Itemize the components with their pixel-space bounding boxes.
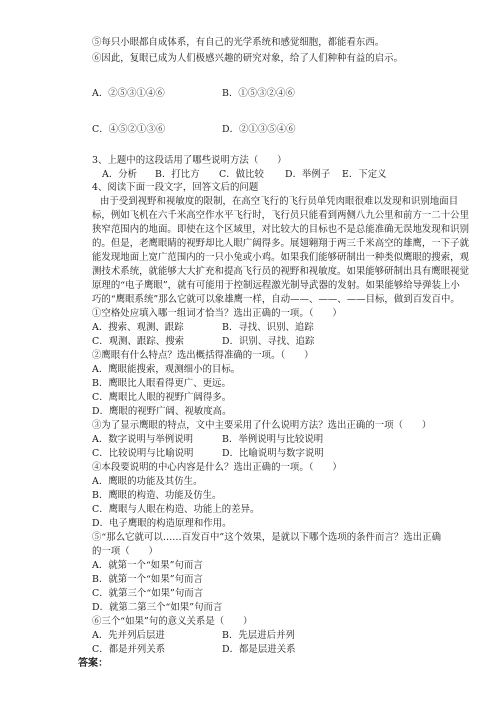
sub6-option-c: C．都是并列关系 xyxy=(92,644,166,655)
passage-line-2: 标，例如飞机在六千米高空作水平飞行时，飞行员只能看到两侧八九公里和前方一二十公里 xyxy=(92,210,470,221)
sub3-stem: ③为了显示鹰眼的特点，文中主要采用了什么说明方法？选出正确的一项（ ） xyxy=(92,420,432,431)
q3-stem: 3、上题中的这段话用了哪些说明方法（ ） xyxy=(92,155,287,166)
order-option-a: A．②⑤③①④⑥ xyxy=(92,88,165,99)
passage-line-3: 狭窄范围内的地面。即使在这个区域里，对比较大的目标也不是总能准确无误地发现和识别 xyxy=(92,224,470,235)
order-option-b: B．①⑤③②④⑥ xyxy=(222,88,295,99)
q3-option-d: D．举例子 xyxy=(285,169,331,180)
sub6-option-b: B．先层进后并列 xyxy=(222,630,295,641)
sub6-stem: ⑥三个“如果”句的意义关系是（ ） xyxy=(92,616,253,627)
sub4-stem: ④本段要说明的中心内容是什么？选出正确的一项。（ ） xyxy=(92,462,342,473)
sub4-option-d: D．电子鹰眼的构造原理和作用。 xyxy=(92,518,232,529)
intro-line-5: ⑤每只小眼都自成体系，有自己的光学系统和感觉细胞，都能看东西。 xyxy=(92,37,385,48)
sub4-option-b: B．鹰眼的构造、功能及仿生。 xyxy=(92,490,222,501)
sub2-option-c: C．鹰眼比人眼的视野广阔得多。 xyxy=(92,392,232,403)
sub2-option-a: A．鹰眼能搜索，观测细小的目标。 xyxy=(92,364,241,375)
passage-line-1: 由于受到视野和视敏度的限制，在高空飞行的飞行员单凭肉眼很难以发现和识别地面目 xyxy=(100,196,459,207)
sub1-option-d: D．识别、寻找、追踪 xyxy=(222,336,315,347)
sub1-option-b: B．寻找、识别、追踪 xyxy=(222,322,314,333)
sub1-stem: ①空格处应填入哪一组词才恰当？选出正确的一项。（ ） xyxy=(92,308,342,319)
sub2-option-b: B．鹰眼比人眼看得更广、更远。 xyxy=(92,378,231,389)
passage-line-5: 能发现地面上宽广范围内的一只小兔或小鸡。如果我们能够研制出一种类似鹰眼的搜索，观 xyxy=(92,252,470,263)
sub1-option-a: A．搜索、观测、跟踪 xyxy=(92,322,184,333)
sub2-stem: ②鹰眼有什么特点？选出概括得准确的一项。（ ） xyxy=(92,350,314,361)
sub5-stem-line-1: ⑤“那么它就可以……百发百中”这个效果，是就以下哪个选项的条件而言？选出正确 xyxy=(92,532,441,543)
sub1-option-c: C．观测、跟踪、搜索 xyxy=(92,336,185,347)
q4-heading: 4、阅读下面一段文字，回答文后的问题 xyxy=(92,182,259,193)
sub6-option-d: D．都是层进关系 xyxy=(222,644,296,655)
sub2-option-d: D．鹰眼的视野广阔、视敏度高。 xyxy=(92,406,232,417)
sub3-option-a: A．数字说明与举例说明 xyxy=(92,434,194,445)
order-option-d: D．②①③⑤④⑥ xyxy=(222,124,296,135)
intro-line-6: ⑥因此，复眼已成为人们极感兴趣的研究对象，给了人们种种有益的启示。 xyxy=(92,53,404,64)
passage-line-4: 的。但是，老鹰眼睛的视野却比人眼广阔得多。展翅翱翔于两三千米高空的雄鹰，一下子就 xyxy=(92,238,470,249)
sub5-option-a: A．就第一个“如果”句而言 xyxy=(92,560,203,571)
answer-label: 答案： xyxy=(78,658,109,669)
q3-option-e: E．下定义 xyxy=(342,169,387,180)
order-option-c: C．④⑤②①③⑥ xyxy=(92,124,166,135)
sub5-option-d: D．就第二第三个“如果”句而言 xyxy=(92,602,223,613)
q3-option-a: A．分析 xyxy=(102,169,138,180)
sub6-option-a: A．先并列后层进 xyxy=(92,630,165,641)
sub5-stem-line-2: 的一项（ ） xyxy=(92,546,158,557)
passage-line-8: 巧的“鹰眼系统”那么它就可以象雄鹰一样，自动——、——、——目标，做到百发百中。 xyxy=(92,294,460,305)
sub3-option-d: D．比喻说明与数字说明 xyxy=(222,448,324,459)
sub5-option-c: C．就第三个“如果”句而言 xyxy=(92,588,204,599)
sub3-option-b: B．举例说明与比较说明 xyxy=(222,434,324,445)
sub5-option-b: B．就第一个“如果”句而言 xyxy=(92,574,203,585)
passage-line-7: 原理的“电子鹰眼”，就有可能用于控制远程激光制导武器的发射。如果能够给导弹装上小 xyxy=(92,280,460,291)
sub4-option-c: C．鹰眼与人眼在构造、功能上的差异。 xyxy=(92,504,260,515)
sub4-option-a: A．鹰眼的功能及其仿生。 xyxy=(92,476,203,487)
passage-line-6: 测技术系统，就能够大大扩充和提高飞行员的视野和视敏度。如果能够研制出具有鹰眼视觉 xyxy=(92,266,470,277)
q3-option-c: C．做比较 xyxy=(219,169,264,180)
sub3-option-c: C．比较说明与比喻说明 xyxy=(92,448,194,459)
q3-option-b: B．打比方 xyxy=(155,169,200,180)
